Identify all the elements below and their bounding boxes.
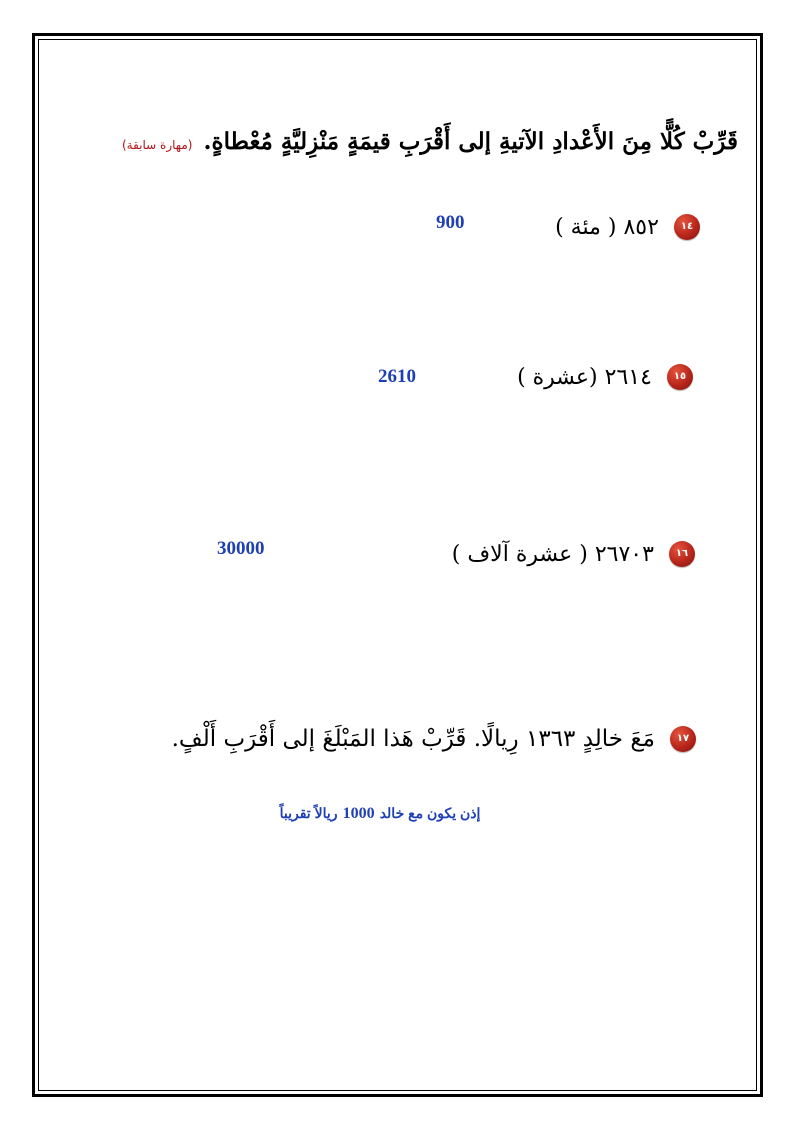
exercise-item-15 <box>517 364 693 390</box>
conclusion-after: ريالاً تقريباً <box>279 805 338 821</box>
problem-text: ٢٦٧٠٣ ( عشرة آلاف ) <box>451 541 654 567</box>
item-number-badge: ١٧ <box>670 726 696 752</box>
exercise-heading <box>78 128 738 155</box>
answer-15: 2610 <box>378 366 416 387</box>
problem-text: مَعَ خالِدٍ ١٣٦٣ رِيالًا. قَرِّبْ هَذا المَبْلَغَ إلى أَقْرَبِ أَلْفٍ. <box>171 726 655 752</box>
item-number-badge: ١٦ <box>669 541 695 567</box>
answer-16: 30000 <box>217 538 265 559</box>
conclusion-number: 1000 <box>342 805 375 822</box>
exercise-item-17 <box>172 726 696 752</box>
item-number-badge: ١٤ <box>674 214 700 240</box>
problem-text: ٨٥٢ ( مئة ) <box>555 214 659 240</box>
heading-instruction: قَرِّبْ كُلًّا مِنَ الأَعْدادِ الآتيةِ إلى أَقْرَبِ قيمَةٍ مَنْزِليَّةٍ مُعْطاةٍ. <box>203 128 738 155</box>
exercise-item-16 <box>452 541 695 567</box>
answer-14: 900 <box>436 212 465 233</box>
conclusion-before: إذن يكون مع خالد <box>379 805 481 821</box>
answer-17-conclusion <box>120 803 640 823</box>
problem-text: ٢٦١٤ (عشرة ) <box>517 364 652 390</box>
item-number-badge: ١٥ <box>667 364 693 390</box>
heading-note: (مهارة سابقة) <box>122 138 193 152</box>
exercise-item-14 <box>555 214 700 240</box>
